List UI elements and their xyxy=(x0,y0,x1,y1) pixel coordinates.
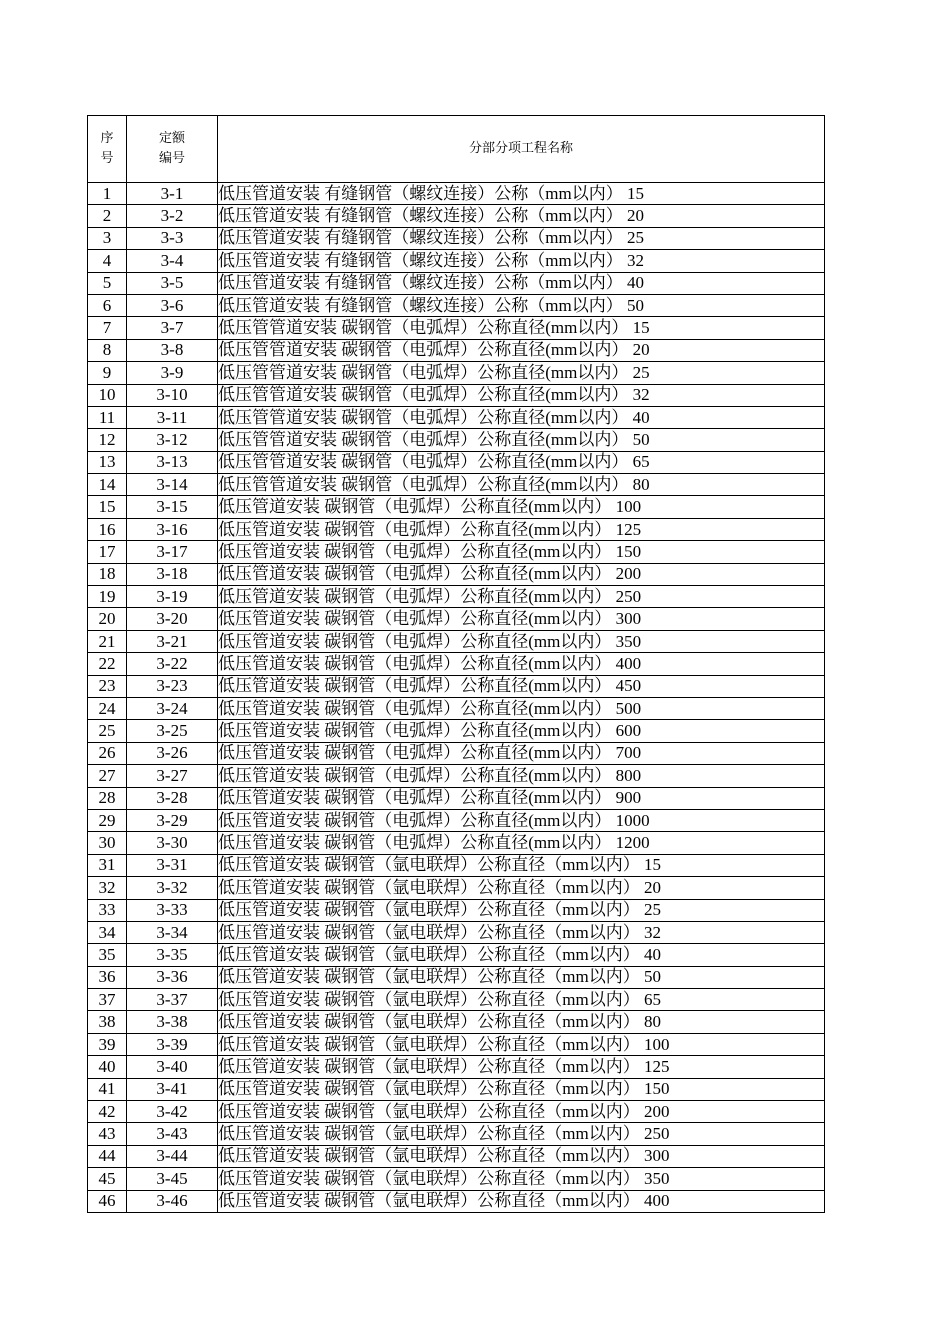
table-row xyxy=(88,787,825,809)
table-row xyxy=(88,1168,825,1190)
row-code-cell: 3-13 xyxy=(127,451,218,473)
row-seq-cell: 6 xyxy=(88,294,127,316)
row-name-cell: 低压管道安装 碳钢管（氩电联焊）公称直径（mm以内） 400 xyxy=(218,1190,825,1212)
row-name-cell: 低压管管道安装 碳钢管（电弧焊）公称直径(mm以内） 32 xyxy=(218,384,825,406)
table-row xyxy=(88,429,825,451)
header-seq-line-2: 号 xyxy=(100,151,114,166)
table-row xyxy=(88,317,825,339)
row-code-cell: 3-11 xyxy=(127,406,218,428)
row-seq-cell: 24 xyxy=(88,697,127,719)
row-seq-cell: 17 xyxy=(88,541,127,563)
row-name-cell: 低压管道安装 碳钢管（电弧焊）公称直径(mm以内） 800 xyxy=(218,765,825,787)
row-code-cell: 3-33 xyxy=(127,899,218,921)
header-name: 分部分项工程名称 xyxy=(218,116,825,183)
row-name-cell: 低压管道安装 碳钢管（氩电联焊）公称直径（mm以内） 125 xyxy=(218,1056,825,1078)
row-name-cell: 低压管道安装 碳钢管（电弧焊）公称直径(mm以内） 700 xyxy=(218,742,825,764)
row-name-cell: 低压管道安装 碳钢管（电弧焊）公称直径(mm以内） 1000 xyxy=(218,809,825,831)
header-row xyxy=(88,116,825,183)
table-row xyxy=(88,518,825,540)
table-row xyxy=(88,899,825,921)
table-row xyxy=(88,384,825,406)
row-seq-cell: 1 xyxy=(88,183,127,205)
row-name-cell: 低压管道安装 碳钢管（电弧焊）公称直径(mm以内） 1200 xyxy=(218,832,825,854)
header-code-line-1: 定额 xyxy=(158,131,185,146)
row-code-cell: 3-35 xyxy=(127,944,218,966)
table-row xyxy=(88,1145,825,1167)
row-name-cell: 低压管管道安装 碳钢管（电弧焊）公称直径(mm以内） 80 xyxy=(218,474,825,496)
row-seq-cell: 44 xyxy=(88,1145,127,1167)
row-seq-cell: 40 xyxy=(88,1056,127,1078)
table-row xyxy=(88,877,825,899)
table-row xyxy=(88,608,825,630)
row-code-cell: 3-38 xyxy=(127,1011,218,1033)
row-seq-cell: 5 xyxy=(88,272,127,294)
row-name-cell: 低压管道安装 碳钢管（电弧焊）公称直径(mm以内） 500 xyxy=(218,697,825,719)
row-code-cell: 3-39 xyxy=(127,1033,218,1055)
table-row xyxy=(88,765,825,787)
row-name-cell: 低压管管道安装 碳钢管（电弧焊）公称直径(mm以内） 25 xyxy=(218,362,825,384)
row-code-cell: 3-20 xyxy=(127,608,218,630)
table-row xyxy=(88,989,825,1011)
row-seq-cell: 35 xyxy=(88,944,127,966)
table-row xyxy=(88,272,825,294)
row-name-cell: 低压管道安装 碳钢管（氩电联焊）公称直径（mm以内） 300 xyxy=(218,1145,825,1167)
table-row xyxy=(88,541,825,563)
row-name-cell: 低压管道安装 碳钢管（氩电联焊）公称直径（mm以内） 80 xyxy=(218,1011,825,1033)
row-seq-cell: 2 xyxy=(88,205,127,227)
row-name-cell: 低压管道安装 碳钢管（电弧焊）公称直径(mm以内） 250 xyxy=(218,586,825,608)
row-seq-cell: 23 xyxy=(88,675,127,697)
row-code-cell: 3-16 xyxy=(127,518,218,540)
row-name-cell: 低压管道安装 碳钢管（电弧焊）公称直径(mm以内） 600 xyxy=(218,720,825,742)
row-seq-cell: 14 xyxy=(88,474,127,496)
row-name-cell: 低压管道安装 碳钢管（氩电联焊）公称直径（mm以内） 150 xyxy=(218,1078,825,1100)
row-code-cell: 3-25 xyxy=(127,720,218,742)
row-seq-cell: 21 xyxy=(88,630,127,652)
row-name-cell: 低压管管道安装 碳钢管（电弧焊）公称直径(mm以内） 40 xyxy=(218,406,825,428)
row-seq-cell: 25 xyxy=(88,720,127,742)
row-code-cell: 3-22 xyxy=(127,653,218,675)
row-code-cell: 3-45 xyxy=(127,1168,218,1190)
row-seq-cell: 8 xyxy=(88,339,127,361)
quota-table xyxy=(87,115,825,1213)
row-code-cell: 3-42 xyxy=(127,1101,218,1123)
table-row xyxy=(88,586,825,608)
table-row xyxy=(88,563,825,585)
table-row xyxy=(88,921,825,943)
table-row xyxy=(88,250,825,272)
row-code-cell: 3-19 xyxy=(127,586,218,608)
row-seq-cell: 11 xyxy=(88,406,127,428)
table-row xyxy=(88,1101,825,1123)
row-code-cell: 3-40 xyxy=(127,1056,218,1078)
row-code-cell: 3-36 xyxy=(127,966,218,988)
table-row xyxy=(88,406,825,428)
row-code-cell: 3-17 xyxy=(127,541,218,563)
row-code-cell: 3-30 xyxy=(127,832,218,854)
row-code-cell: 3-8 xyxy=(127,339,218,361)
row-code-cell: 3-31 xyxy=(127,854,218,876)
row-code-cell: 3-4 xyxy=(127,250,218,272)
row-seq-cell: 41 xyxy=(88,1078,127,1100)
row-seq-cell: 46 xyxy=(88,1190,127,1212)
table-row xyxy=(88,742,825,764)
table-row xyxy=(88,697,825,719)
row-seq-cell: 29 xyxy=(88,809,127,831)
row-name-cell: 低压管管道安装 碳钢管（电弧焊）公称直径(mm以内） 20 xyxy=(218,339,825,361)
row-code-cell: 3-41 xyxy=(127,1078,218,1100)
row-name-cell: 低压管道安装 碳钢管（氩电联焊）公称直径（mm以内） 25 xyxy=(218,899,825,921)
row-name-cell: 低压管道安装 有缝钢管（螺纹连接）公称（mm以内） 32 xyxy=(218,250,825,272)
row-code-cell: 3-37 xyxy=(127,989,218,1011)
table-row xyxy=(88,339,825,361)
row-seq-cell: 32 xyxy=(88,877,127,899)
row-seq-cell: 37 xyxy=(88,989,127,1011)
row-code-cell: 3-29 xyxy=(127,809,218,831)
table-row xyxy=(88,294,825,316)
row-seq-cell: 3 xyxy=(88,227,127,249)
row-seq-cell: 12 xyxy=(88,429,127,451)
row-code-cell: 3-44 xyxy=(127,1145,218,1167)
row-code-cell: 3-3 xyxy=(127,227,218,249)
row-name-cell: 低压管道安装 碳钢管（氩电联焊）公称直径（mm以内） 350 xyxy=(218,1168,825,1190)
row-seq-cell: 7 xyxy=(88,317,127,339)
row-name-cell: 低压管道安装 碳钢管（电弧焊）公称直径(mm以内） 400 xyxy=(218,653,825,675)
row-seq-cell: 36 xyxy=(88,966,127,988)
table-row xyxy=(88,1011,825,1033)
row-name-cell: 低压管道安装 碳钢管（氩电联焊）公称直径（mm以内） 50 xyxy=(218,966,825,988)
row-name-cell: 低压管道安装 有缝钢管（螺纹连接）公称（mm以内） 40 xyxy=(218,272,825,294)
row-name-cell: 低压管道安装 碳钢管（电弧焊）公称直径(mm以内） 300 xyxy=(218,608,825,630)
row-seq-cell: 39 xyxy=(88,1033,127,1055)
row-seq-cell: 16 xyxy=(88,518,127,540)
row-seq-cell: 26 xyxy=(88,742,127,764)
table-row xyxy=(88,630,825,652)
row-name-cell: 低压管管道安装 碳钢管（电弧焊）公称直径(mm以内） 50 xyxy=(218,429,825,451)
row-code-cell: 3-2 xyxy=(127,205,218,227)
table-row xyxy=(88,1056,825,1078)
row-name-cell: 低压管道安装 碳钢管（电弧焊）公称直径(mm以内） 150 xyxy=(218,541,825,563)
row-name-cell: 低压管道安装 碳钢管（氩电联焊）公称直径（mm以内） 250 xyxy=(218,1123,825,1145)
row-seq-cell: 4 xyxy=(88,250,127,272)
row-name-cell: 低压管道安装 碳钢管（电弧焊）公称直径(mm以内） 100 xyxy=(218,496,825,518)
row-seq-cell: 31 xyxy=(88,854,127,876)
table-row xyxy=(88,183,825,205)
table-row xyxy=(88,205,825,227)
row-name-cell: 低压管道安装 碳钢管（氩电联焊）公称直径（mm以内） 200 xyxy=(218,1101,825,1123)
table-row xyxy=(88,653,825,675)
row-seq-cell: 13 xyxy=(88,451,127,473)
row-code-cell: 3-46 xyxy=(127,1190,218,1212)
table-row xyxy=(88,1190,825,1212)
row-seq-cell: 9 xyxy=(88,362,127,384)
table-row xyxy=(88,362,825,384)
row-code-cell: 3-23 xyxy=(127,675,218,697)
row-code-cell: 3-18 xyxy=(127,563,218,585)
table-row xyxy=(88,854,825,876)
row-seq-cell: 45 xyxy=(88,1168,127,1190)
table-row xyxy=(88,1033,825,1055)
row-seq-cell: 22 xyxy=(88,653,127,675)
row-code-cell: 3-7 xyxy=(127,317,218,339)
row-name-cell: 低压管道安装 碳钢管（氩电联焊）公称直径（mm以内） 32 xyxy=(218,921,825,943)
row-code-cell: 3-1 xyxy=(127,183,218,205)
row-name-cell: 低压管道安装 碳钢管（氩电联焊）公称直径（mm以内） 15 xyxy=(218,854,825,876)
row-name-cell: 低压管道安装 碳钢管（电弧焊）公称直径(mm以内） 350 xyxy=(218,630,825,652)
row-seq-cell: 28 xyxy=(88,787,127,809)
row-name-cell: 低压管道安装 碳钢管（电弧焊）公称直径(mm以内） 200 xyxy=(218,563,825,585)
row-code-cell: 3-6 xyxy=(127,294,218,316)
row-code-cell: 3-14 xyxy=(127,474,218,496)
row-code-cell: 3-26 xyxy=(127,742,218,764)
row-seq-cell: 20 xyxy=(88,608,127,630)
row-code-cell: 3-5 xyxy=(127,272,218,294)
table-row xyxy=(88,944,825,966)
row-name-cell: 低压管道安装 碳钢管（氩电联焊）公称直径（mm以内） 20 xyxy=(218,877,825,899)
row-code-cell: 3-27 xyxy=(127,765,218,787)
row-code-cell: 3-24 xyxy=(127,697,218,719)
row-seq-cell: 30 xyxy=(88,832,127,854)
row-code-cell: 3-10 xyxy=(127,384,218,406)
row-name-cell: 低压管道安装 碳钢管（电弧焊）公称直径(mm以内） 450 xyxy=(218,675,825,697)
row-seq-cell: 27 xyxy=(88,765,127,787)
row-name-cell: 低压管道安装 碳钢管（氩电联焊）公称直径（mm以内） 100 xyxy=(218,1033,825,1055)
table-header xyxy=(88,116,825,183)
row-name-cell: 低压管道安装 碳钢管（电弧焊）公称直径(mm以内） 125 xyxy=(218,518,825,540)
row-code-cell: 3-9 xyxy=(127,362,218,384)
row-code-cell: 3-15 xyxy=(127,496,218,518)
table-row xyxy=(88,809,825,831)
row-name-cell: 低压管道安装 碳钢管（氩电联焊）公称直径（mm以内） 40 xyxy=(218,944,825,966)
header-seq-line-1: 序 xyxy=(100,131,114,146)
row-name-cell: 低压管道安装 有缝钢管（螺纹连接）公称（mm以内） 20 xyxy=(218,205,825,227)
table-row xyxy=(88,1078,825,1100)
table-row xyxy=(88,720,825,742)
row-name-cell: 低压管道安装 碳钢管（氩电联焊）公称直径（mm以内） 65 xyxy=(218,989,825,1011)
header-code xyxy=(127,116,218,183)
row-seq-cell: 15 xyxy=(88,496,127,518)
table-body xyxy=(88,183,825,1213)
header-code-line-2: 编号 xyxy=(158,151,185,166)
row-code-cell: 3-12 xyxy=(127,429,218,451)
row-seq-cell: 43 xyxy=(88,1123,127,1145)
row-name-cell: 低压管道安装 碳钢管（电弧焊）公称直径(mm以内） 900 xyxy=(218,787,825,809)
row-seq-cell: 38 xyxy=(88,1011,127,1033)
row-name-cell: 低压管管道安装 碳钢管（电弧焊）公称直径(mm以内） 15 xyxy=(218,317,825,339)
row-seq-cell: 42 xyxy=(88,1101,127,1123)
row-code-cell: 3-28 xyxy=(127,787,218,809)
row-code-cell: 3-32 xyxy=(127,877,218,899)
table-row xyxy=(88,451,825,473)
row-name-cell: 低压管道安装 有缝钢管（螺纹连接）公称（mm以内） 25 xyxy=(218,227,825,249)
table-row xyxy=(88,227,825,249)
row-name-cell: 低压管道安装 有缝钢管（螺纹连接）公称（mm以内） 50 xyxy=(218,294,825,316)
table-row xyxy=(88,832,825,854)
table-row xyxy=(88,474,825,496)
header-seq xyxy=(88,116,127,183)
table-row xyxy=(88,966,825,988)
table-row xyxy=(88,496,825,518)
row-seq-cell: 33 xyxy=(88,899,127,921)
row-seq-cell: 18 xyxy=(88,563,127,585)
table-row xyxy=(88,675,825,697)
row-name-cell: 低压管管道安装 碳钢管（电弧焊）公称直径(mm以内） 65 xyxy=(218,451,825,473)
row-code-cell: 3-21 xyxy=(127,630,218,652)
row-seq-cell: 34 xyxy=(88,921,127,943)
row-code-cell: 3-34 xyxy=(127,921,218,943)
row-seq-cell: 19 xyxy=(88,586,127,608)
row-code-cell: 3-43 xyxy=(127,1123,218,1145)
row-name-cell: 低压管道安装 有缝钢管（螺纹连接）公称（mm以内） 15 xyxy=(218,183,825,205)
table-row xyxy=(88,1123,825,1145)
row-seq-cell: 10 xyxy=(88,384,127,406)
